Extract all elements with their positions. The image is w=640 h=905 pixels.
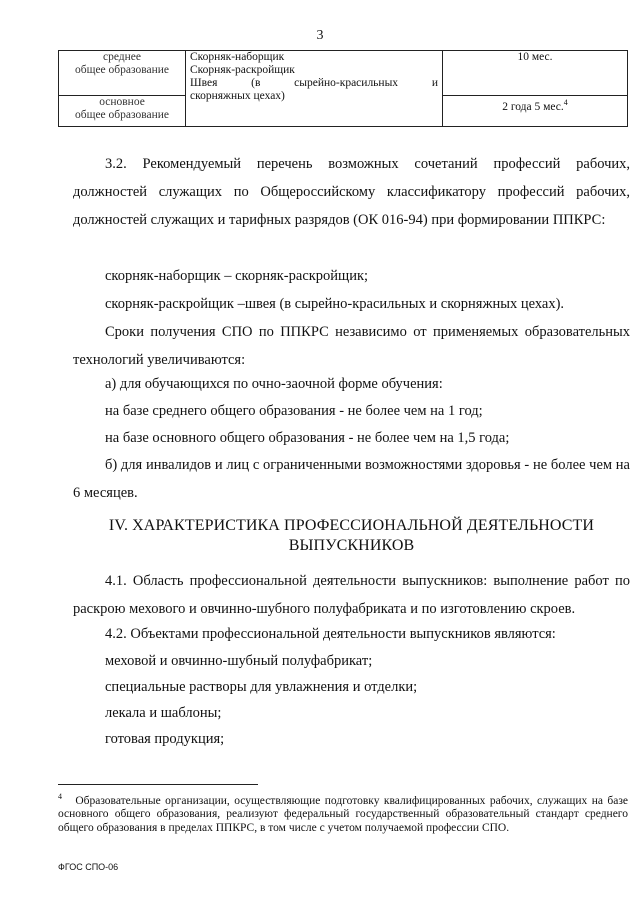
paragraph-3-2: 3.2. Рекомендуемый перечень возможных сочетаний профессий рабочих, должностей служащих по Общероссийскому классификатору профессий рабочих, должностей служащих и тарифных разрядов (ОК 016-94) при формировании ППКРС: <box>73 156 630 228</box>
education-level-cell <box>59 96 186 127</box>
term-value: 10 мес. <box>517 51 553 63</box>
terms-intro-paragraph: Сроки получения СПО по ППКРС независимо от применяемых образовательных технологий увеличиваются: <box>73 324 630 368</box>
section-heading-line: IV. ХАРАКТЕРИСТИКА ПРОФЕССИОНАЛЬНОЙ ДЕЯТЕЛЬНОСТИ <box>108 517 595 534</box>
list-item: б) для инвалидов и лиц с ограниченными возможностями здоровья - не более чем на 6 месяцев. <box>73 457 630 501</box>
section-heading <box>73 516 630 556</box>
footnote-reference: 4 <box>563 98 568 107</box>
footnote-mark: 4 <box>58 792 62 801</box>
combination-item: скорняк-раскройщик –швея (в сырейно-красильных и скорняжных цехах). <box>105 296 565 312</box>
term-cell <box>443 96 628 127</box>
term-cell <box>443 51 628 96</box>
education-level-line: общее образование <box>74 109 170 121</box>
list-item: а) для обучающихся по очно-заочной форме обучения: <box>105 376 443 392</box>
footnote <box>58 790 628 835</box>
profession-name: Скорняк-наборщик <box>190 51 285 63</box>
table-row <box>59 51 628 96</box>
list-item: специальные растворы для увлажнения и отделки; <box>105 679 418 695</box>
list-item: готовая продукция; <box>105 731 225 747</box>
list-item: меховой и овчинно-шубный полуфабрикат; <box>105 653 373 669</box>
combination-item: скорняк-наборщик – скорняк-раскройщик; <box>105 268 369 284</box>
list-item: на базе среднего общего образования - не более чем на 1 год; <box>105 403 483 419</box>
document-footer: ФГОС СПО-06 <box>58 862 119 872</box>
education-level-line: среднее <box>102 51 142 63</box>
term-value: 2 года 5 мес. <box>502 100 564 113</box>
paragraph-4-1: 4.1. Область профессиональной деятельности выпускников: выполнение работ по раскрою мехового и овчинно-шубного полуфабриката и по изготовлению скроев. <box>73 573 630 617</box>
footnote-divider <box>58 784 258 785</box>
paragraph-4-2: 4.2. Объектами профессиональной деятельности выпускников являются: <box>105 626 556 642</box>
education-terms-table <box>58 50 628 127</box>
education-level-line: общее образование <box>74 64 170 76</box>
list-item: лекала и шаблоны; <box>105 705 222 721</box>
professions-cell <box>186 51 443 127</box>
profession-name: Скорняк-раскройщик <box>190 64 295 76</box>
profession-name: Швея (в сырейно-красильных и <box>190 77 438 89</box>
page-number: 3 <box>316 28 324 43</box>
education-level-line: основное <box>99 96 145 108</box>
profession-name: скорняжных цехах) <box>190 90 285 102</box>
list-item: на базе основного общего образования - не более чем на 1,5 года; <box>105 430 510 446</box>
footnote-text: Образовательные организации, осуществляющие подготовку квалифицированных рабочих, служащих на базе основного общего образования, реализуют федеральный государственный образовательный стандарт среднего общего образования в пределах ППКРС, в том числе с учетом получаемой профессии СПО. <box>58 794 628 834</box>
section-heading-line: ВЫПУСКНИКОВ <box>288 537 415 554</box>
education-level-cell <box>59 51 186 96</box>
